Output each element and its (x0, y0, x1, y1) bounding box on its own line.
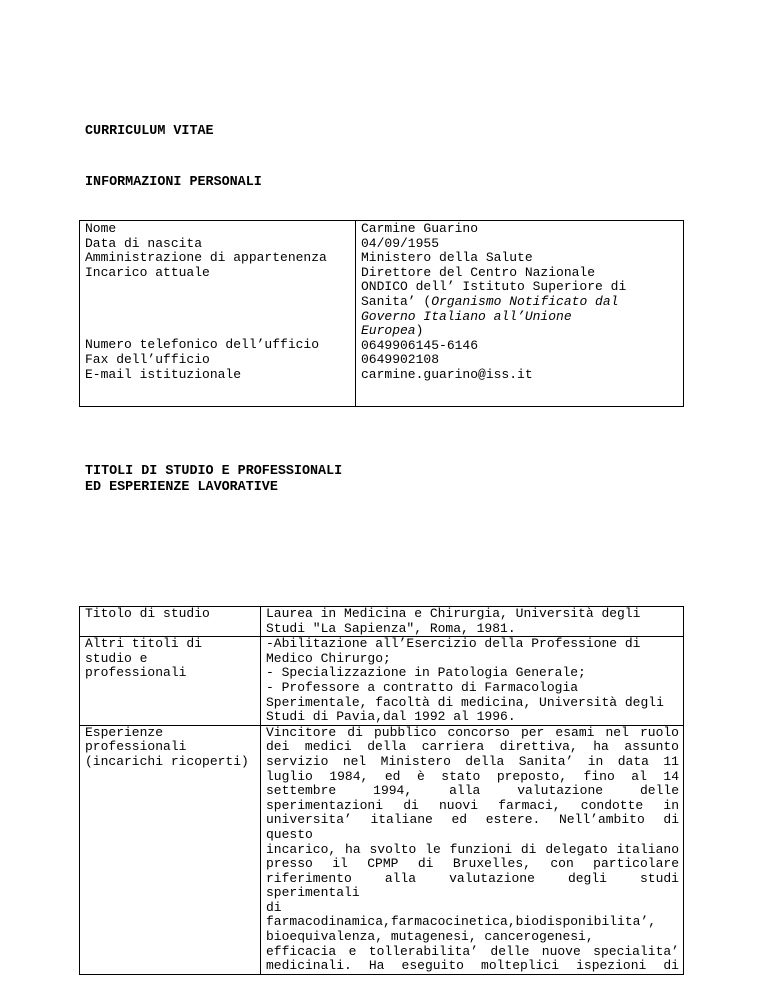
value-amministrazione: Ministero della Salute (361, 250, 533, 266)
esperienze-line-7: universita’ italiane ed estere. Nell’ambito di questo (266, 812, 679, 842)
section-titles-line-2: ED ESPERIENZE LAVORATIVE (85, 480, 278, 495)
esperienze-line-14: medicinali. Ha eseguito molteplici ispezioni di (266, 958, 679, 974)
esperienze-line-10: riferimento alla valutazione degli studi sperimentali (266, 870, 679, 901)
value-email: carmine.guarino@iss.it (361, 366, 533, 382)
label-altri-3: professionali (85, 665, 187, 681)
label-altri-2: studio e (85, 650, 148, 666)
altri-value-cell (261, 637, 684, 726)
value-incarico-4: Governo Italiano all’Unione (361, 308, 572, 324)
label-amministrazione: Amministrazione di appartenenza (85, 250, 327, 266)
esperienze-line-11: di farmacodinamica,farmacocinetica,biodisponibilita’, (266, 899, 657, 930)
altri-line-3: - Specializzazione in Patologia Generale; (266, 665, 586, 681)
esperienze-line-2: dei medici della carriera direttiva, ha assunto (266, 739, 679, 755)
esperienze-line-3: servizio nel Ministero della Sanita’ in data 11 (266, 753, 679, 769)
label-fax: Fax dell’ufficio (85, 351, 210, 367)
titolo-line-2: Studi "La Sapienza", Roma, 1981. (266, 620, 516, 636)
value-incarico-2: ONDICO dell’ Istituto Superiore di (361, 279, 627, 295)
altri-line-1: -Abilitazione all’Esercizio della Professione di (266, 636, 641, 652)
value-incarico-3: Sanita’ (Organismo Notificato dal (361, 293, 619, 309)
altri-label-cell (80, 637, 261, 726)
esperienze-line-8: incarico, ha svolto le funzioni di delegato italiano (266, 841, 679, 857)
altri-line-6: Studi di Pavia,dal 1992 al 1996. (266, 709, 516, 725)
altri-line-5: Sperimentale, facoltà di medicina, Università degli (266, 694, 664, 710)
esperienze-line-6: sperimentazioni di nuovi farmaci, condotte in (266, 797, 679, 813)
label-incarico: Incarico attuale (85, 264, 210, 280)
personal-values-cell (356, 221, 684, 407)
label-nome: Nome (85, 221, 117, 236)
studies-table (79, 606, 684, 975)
label-esperienze-2: professionali (85, 739, 187, 755)
esperienze-line-12: bioequivalenza, mutagenesi, cancerogenesi, (266, 929, 594, 945)
altri-line-4: - Professore a contratto di Farmacologia (266, 679, 579, 695)
esperienze-line-13: efficacia e tollerabilita’ delle nuove specialita’ (266, 943, 679, 959)
esperienze-line-4: luglio 1984, ed è stato preposto, fino al 14 (266, 768, 679, 784)
value-data-nascita: 04/09/1955 (361, 235, 440, 251)
value-incarico-1: Direttore del Centro Nazionale (361, 264, 596, 280)
label-telefono: Numero telefonico dell’ufficio (85, 337, 320, 353)
label-titolo: Titolo di studio (85, 606, 210, 621)
value-telefono: 0649906145-6146 (361, 337, 479, 353)
section-personal-heading: INFORMAZIONI PERSONALI (85, 175, 262, 190)
titolo-label-cell (80, 607, 261, 637)
esperienze-label-cell (80, 725, 261, 974)
label-esperienze-1: Esperienze (85, 724, 164, 740)
esperienze-line-1: Vincitore di pubblico concorso per esami nel ruolo (266, 724, 679, 740)
esperienze-value-cell (261, 725, 684, 974)
esperienze-line-5: settembre 1994, alla valutazione delle (266, 783, 679, 799)
titolo-value-cell (261, 607, 684, 637)
value-fax: 0649902108 (361, 352, 440, 368)
value-nome: Carmine Guarino (361, 221, 479, 236)
section-titles-heading (85, 464, 342, 496)
label-email: E-mail istituzionale (85, 366, 242, 382)
label-esperienze-3: (incarichi ricoperti) (85, 753, 249, 769)
esperienze-line-9: presso il CPMP di Bruxelles, con particolare (266, 856, 679, 872)
section-titles-line-1: TITOLI DI STUDIO E PROFESSIONALI (85, 464, 343, 479)
label-data-nascita: Data di nascita (85, 235, 203, 251)
doc-title: CURRICULUM VITAE (85, 124, 214, 139)
label-altri-1: Altri titoli di (85, 636, 203, 652)
value-incarico-5: Europea) (361, 323, 424, 339)
titolo-line-1: Laurea in Medicina e Chirurgia, Università degli (266, 606, 641, 621)
altri-line-2: Medico Chirurgo; (266, 650, 391, 666)
personal-labels-cell (80, 221, 356, 407)
personal-info-table (79, 220, 684, 407)
